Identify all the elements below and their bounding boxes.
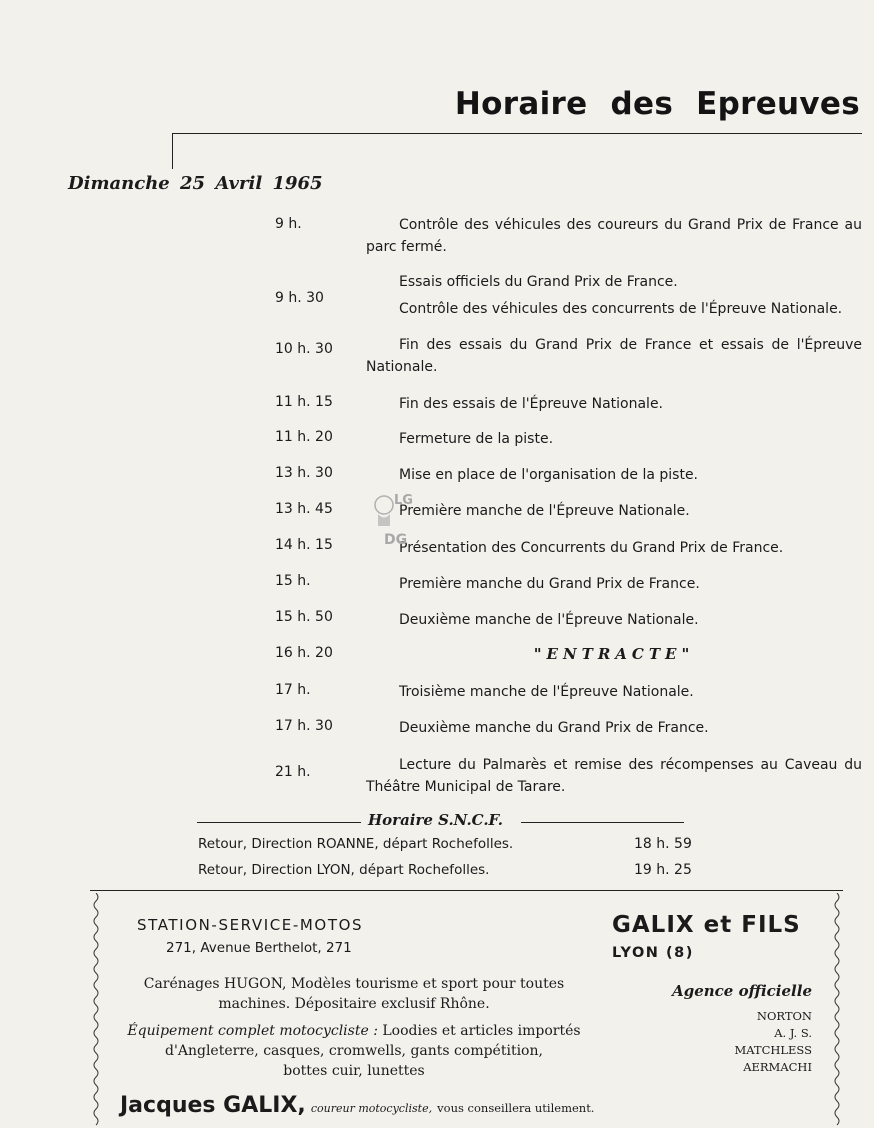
ad-brand: A. J. S.: [774, 1026, 812, 1040]
ad-company-city: LYON (8): [612, 945, 694, 961]
schedule-desc: Présentation des Concurrents du Grand Prix de France.: [399, 540, 784, 556]
ad-brand: AERMACHI: [743, 1060, 812, 1074]
schedule-time: 15 h. 50: [275, 609, 333, 625]
ad-brand: NORTON: [756, 1009, 812, 1023]
schedule-time: 21 h.: [275, 764, 311, 780]
ad-line-4: d'Angleterre, casques, cromwells, gants compétition,: [165, 1043, 543, 1059]
schedule-desc: Deuxième manche de l'Épreuve Nationale.: [399, 612, 699, 628]
schedule-desc: Contrôle des véhicules des concurrents de l'Épreuve Nationale.: [399, 301, 843, 317]
ad-line-1: Carénages HUGON, Modèles tourisme et sport pour toutes: [143, 976, 565, 992]
schedule-time: 9 h.: [275, 216, 302, 232]
schedule-desc: Essais officiels du Grand Prix de France.: [399, 274, 678, 290]
page-title: Horaire des Epreuves: [454, 86, 860, 122]
schedule-time: 17 h.: [275, 682, 311, 698]
svg-text:DG: DG: [384, 532, 408, 548]
schedule-time: 11 h. 20: [275, 429, 333, 445]
ad-line-3-label: Équipement complet motocycliste :: [127, 1023, 378, 1039]
ad-address: 271, Avenue Berthelot, 271: [166, 940, 352, 956]
schedule-desc: Mise en place de l'organisation de la piste.: [399, 467, 699, 483]
schedule-desc: Première manche du Grand Prix de France.: [399, 576, 700, 592]
ad-brand: MATCHLESS: [734, 1043, 812, 1057]
schedule-time: 16 h. 20: [275, 645, 333, 661]
watermark-stamp: [372, 488, 416, 550]
ad-top-rule: [90, 890, 843, 891]
ad-contact-tail: vous conseillera utilement.: [437, 1101, 595, 1115]
schedule-time: 15 h.: [275, 573, 311, 589]
ad-line-5: bottes cuir, lunettes: [283, 1063, 425, 1079]
schedule-time: 17 h. 30: [275, 718, 333, 734]
sncf-route: Retour, Direction LYON, départ Rochefolles.: [198, 862, 490, 878]
schedule-desc: Fin des essais du Grand Prix de France et essais de l'Épreuve Nationale.: [366, 337, 862, 375]
title-rule-vertical: [172, 133, 173, 169]
schedule-time: 14 h. 15: [275, 537, 333, 553]
schedule-desc: Première manche de l'Épreuve Nationale.: [399, 503, 690, 519]
event-date: Dimanche 25 Avril 1965: [68, 173, 323, 194]
sncf-route: Retour, Direction ROANNE, départ Rochefolles.: [198, 836, 514, 852]
schedule-time: 11 h. 15: [275, 394, 333, 410]
ad-contact-name: Jacques GALIX,: [120, 1093, 306, 1118]
ad-line-3-rest: Loodies et articles importés: [382, 1023, 581, 1039]
schedule-time: 13 h. 45: [275, 501, 333, 517]
ad-wavy-border-right: [832, 893, 842, 1128]
ad-line-3: [98, 1021, 610, 1041]
ad-agency-title: Agence officielle: [672, 982, 812, 1000]
sncf-time: 18 h. 59: [634, 836, 692, 852]
schedule-desc: Lecture du Palmarès et remise des récompenses au Caveau du Théâtre Municipal de Tarare.: [366, 757, 862, 795]
ad-station-heading: STATION-SERVICE-MOTOS: [137, 916, 364, 934]
stamp-text: LG: [394, 493, 413, 508]
schedule-time: 9 h. 30: [275, 290, 324, 306]
ad-brand-list: [734, 1008, 812, 1076]
schedule-desc: Troisième manche de l'Épreuve Nationale.: [399, 684, 694, 700]
sncf-time: 19 h. 25: [634, 862, 692, 878]
ad-signature-line: [120, 1093, 594, 1118]
schedule-time: 13 h. 30: [275, 465, 333, 481]
schedule-desc: Fin des essais de l'Épreuve Nationale.: [399, 396, 664, 412]
schedule-desc: Fermeture de la piste.: [399, 431, 554, 447]
ad-line-2: machines. Dépositaire exclusif Rhône.: [218, 996, 490, 1012]
schedule-time: 10 h. 30: [275, 341, 333, 357]
title-rule: [173, 133, 862, 134]
sncf-title: Horaire S.N.C.F.: [368, 811, 503, 829]
ad-contact-role: coureur motocycliste,: [310, 1102, 433, 1115]
ad-company-name: GALIX et FILS: [612, 912, 801, 938]
schedule-desc: Deuxième manche du Grand Prix de France.: [399, 720, 709, 736]
schedule-desc: Contrôle des véhicules des coureurs du Grand Prix de France au parc fermé.: [366, 217, 862, 255]
sncf-rule-right: [521, 822, 684, 823]
sncf-rule-left: [197, 822, 361, 823]
entracte-label: "ENTRACTE": [533, 645, 695, 663]
